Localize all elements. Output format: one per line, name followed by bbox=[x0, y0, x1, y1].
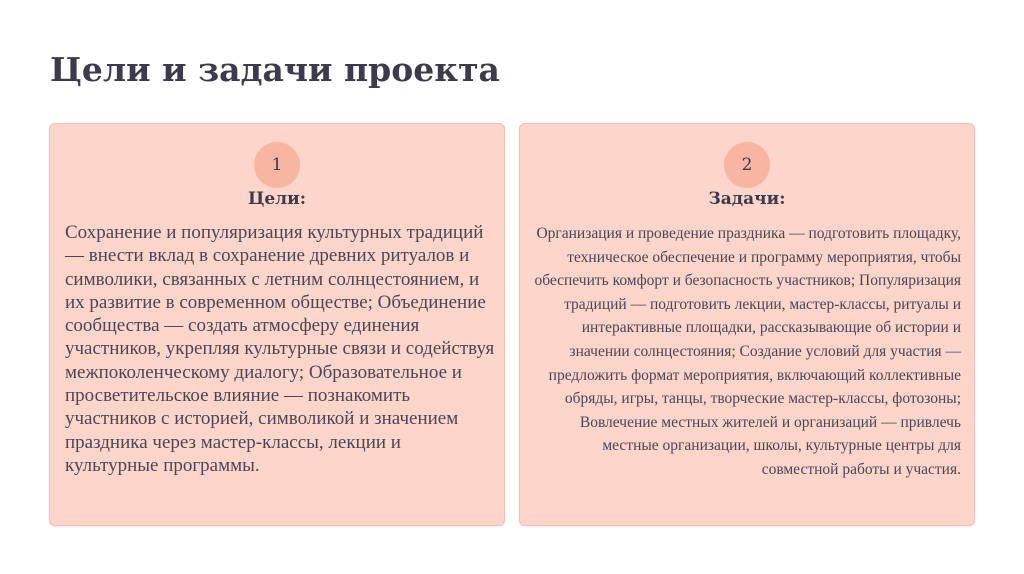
tasks-number-badge: 2 bbox=[724, 142, 770, 188]
goals-card bbox=[49, 123, 505, 526]
goals-text: Сохранение и популяризация культурных традиций — внести вклад в сохранение древних ритуалов и символики, связанных с летним солнцестоянием, и их развитие в современном обществе; Объединение сообщества — создать атмосферу единения участников, укрепляя культурные связи и содействуя межпоколенческому диалогу; Образовательное и просветительское влияние — познакомить участников с историей, символикой и значением праздника через мастер-классы, лекции и культурные программы. bbox=[65, 222, 495, 476]
goals-number-badge: 1 bbox=[254, 142, 300, 188]
tasks-heading: Задачи: bbox=[708, 189, 786, 209]
slide-title: Цели и задачи проекта bbox=[50, 50, 500, 89]
goals-heading: Цели: bbox=[247, 189, 307, 209]
tasks-card bbox=[519, 123, 975, 526]
tasks-text: Организация и проведение праздника — подготовить площадку, техническое обеспечение и программу мероприятия, чтобы обеспечить комфорт и безопасность участников; Популяризация традиций — подготовить лекции, мастер-классы, ритуалы и интерактивные площадки, рассказывающие об истории и значении солнцестояния; Создание условий для участия — предложить формат мероприятия, включающий коллективные обряды, игры, танцы, творческие мастер-классы, фотозоны; Вовлечение местных жителей и организаций — привлечь местные организации, школы, культурные центры для совместной работы и участия. bbox=[534, 225, 961, 478]
